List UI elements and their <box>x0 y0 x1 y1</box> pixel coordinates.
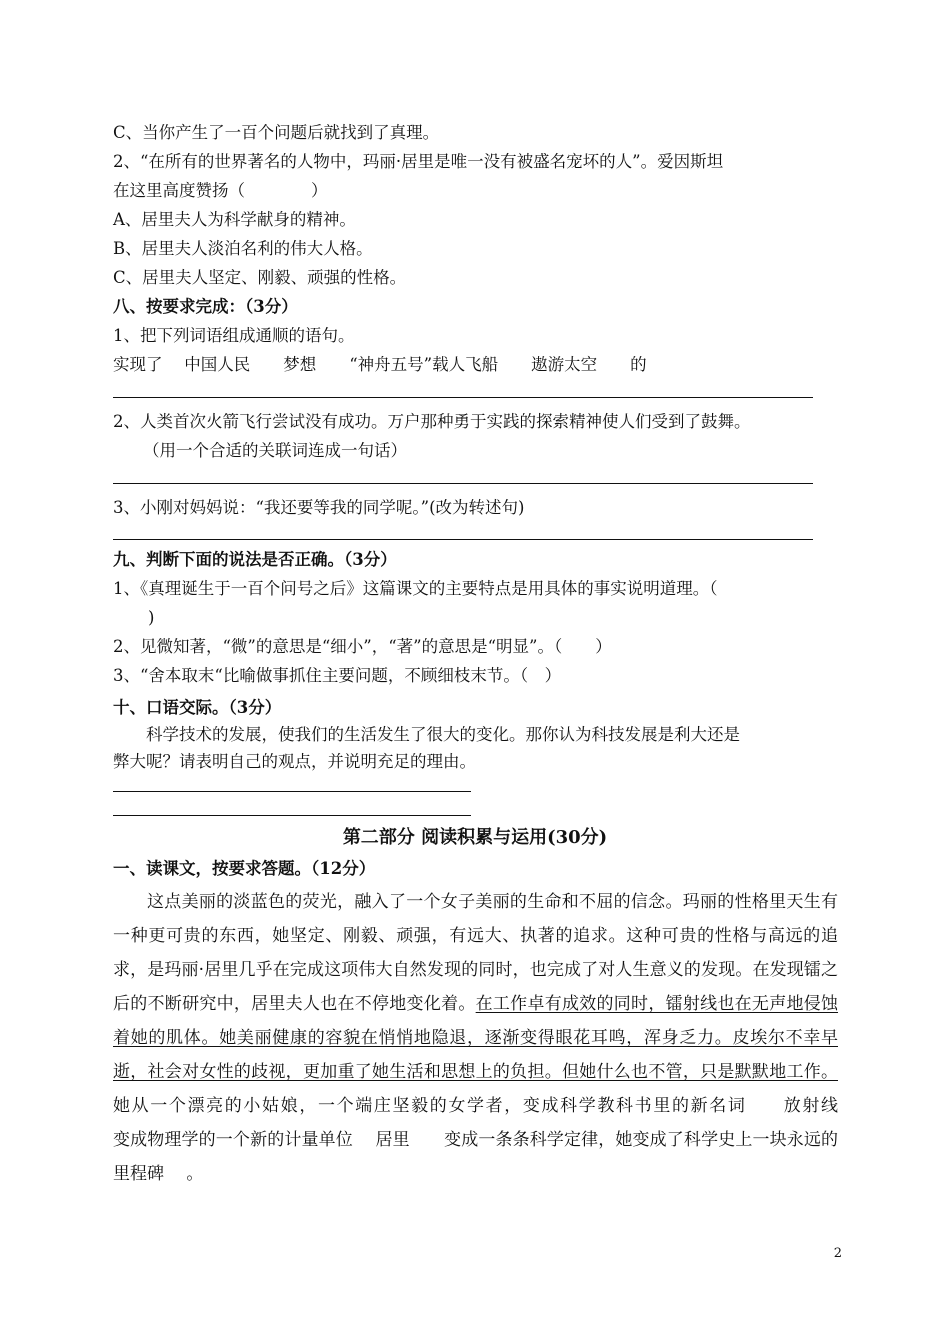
question-8-1: 1、把下列词语组成通顺的语句。 <box>113 326 355 345</box>
section-8-heading: 八、按要求完成：（3分） <box>113 297 298 316</box>
question-2-line: 2、“在所有的世界著名的人物中，玛丽·居里是唯一没有被盛名宠坏的人”。爱因斯坦 <box>113 152 724 171</box>
answer-line-8-2 <box>113 483 813 484</box>
part-2-section-1-heading: 一、读课文，按要求答题。（12分） <box>113 859 376 878</box>
answer-line-10b <box>113 815 471 816</box>
question-10-line1: 科学技术的发展，使我们的生活发生了很大的变化。那你认为科技发展是利大还是 <box>113 725 740 744</box>
question-8-2-hint: （用一个合适的关联词连成一句话） <box>143 441 407 460</box>
option-a: A、居里夫人为科学献身的精神。 <box>113 210 356 229</box>
part-2-title: 第二部分 阅读积累与运用(30分) <box>342 827 608 848</box>
passage-text-b: 她从一个漂亮的小姑娘，一个端庄坚毅的女学者，变成科学教科书里的新名词 放射线 变成物理学的一个新的计量单位 居里 变成一条条科学定律，她变成了科学史上一块永远的里程碑 。 <box>113 1096 889 1184</box>
option-c-line: C、当你产生了一百个问题后就找到了真理。 <box>113 123 440 142</box>
section-9-heading: 九、判断下面的说法是否正确。（3分） <box>113 550 397 569</box>
question-9-3: 3、“舍本取末“比喻做事抓住主要问题，不顾细枝末节。（ ） <box>113 666 562 685</box>
question-8-3: 3、小刚对妈妈说：“我还要等我的同学呢。”(改为转述句) <box>113 498 525 517</box>
question-9-1-bracket: ) <box>148 608 155 627</box>
page-number: 2 <box>833 1246 842 1261</box>
answer-line-10a <box>113 791 471 792</box>
passage-underlined-text: 在工作卓有成效的同时，镭射线也在无声地侵蚀着她的肌体。她美丽健康的容貌在悄悄地隐退，逐渐变得眼花耳鸣，浑身乏力。皮埃尔不幸早逝，社会对女性的歧视，更加重了她生活和思想上的负担。但她什么也不管，只是默默地工作。 <box>113 994 839 1082</box>
question-2-cont: 在这里高度赞扬（ ） <box>113 181 328 200</box>
question-9-2: 2、见微知著，“微”的意思是“细小”，“著”的意思是“明显”。（ ） <box>113 637 612 656</box>
section-10-heading: 十、口语交际。（3分） <box>113 698 282 717</box>
option-c: C、居里夫人坚定、刚毅、顽强的性格。 <box>113 268 407 287</box>
question-8-2: 2、人类首次火箭飞行尝试没有成功。万户那种勇于实践的探索精神使人们受到了鼓舞。 <box>113 412 751 431</box>
answer-line-8-3 <box>113 539 813 540</box>
question-9-1: 1、《真理诞生于一百个问号之后》这篇课文的主要特点是用具体的事实说明道理。（ <box>113 579 718 598</box>
reading-passage <box>113 885 889 1191</box>
option-b: B、居里夫人淡泊名利的伟大人格。 <box>113 239 373 258</box>
passage-text-a: 这点美丽的淡蓝色的荧光，融入了一个女子美丽的生命和不屈的信念。玛丽的性格里天生有一种更可贵的东西，她坚定、刚毅、顽强，有远大、执著的追求。这种可贵的性格与高远的追求，是玛丽·居里几乎在完成这项伟大自然发现的同时，也完成了对人生意义的发现。在发现镭之后的不断研究中，居里夫人也在不停地变化着。 <box>113 892 838 1014</box>
question-10-line2: 弊大呢？请表明自己的观点，并说明充足的理由。 <box>113 752 476 771</box>
answer-line-8-1 <box>113 397 813 398</box>
question-8-1-words: 实现了 中国人民 梦想 “神舟五号”载人飞船 遨游太空 的 <box>113 355 647 374</box>
